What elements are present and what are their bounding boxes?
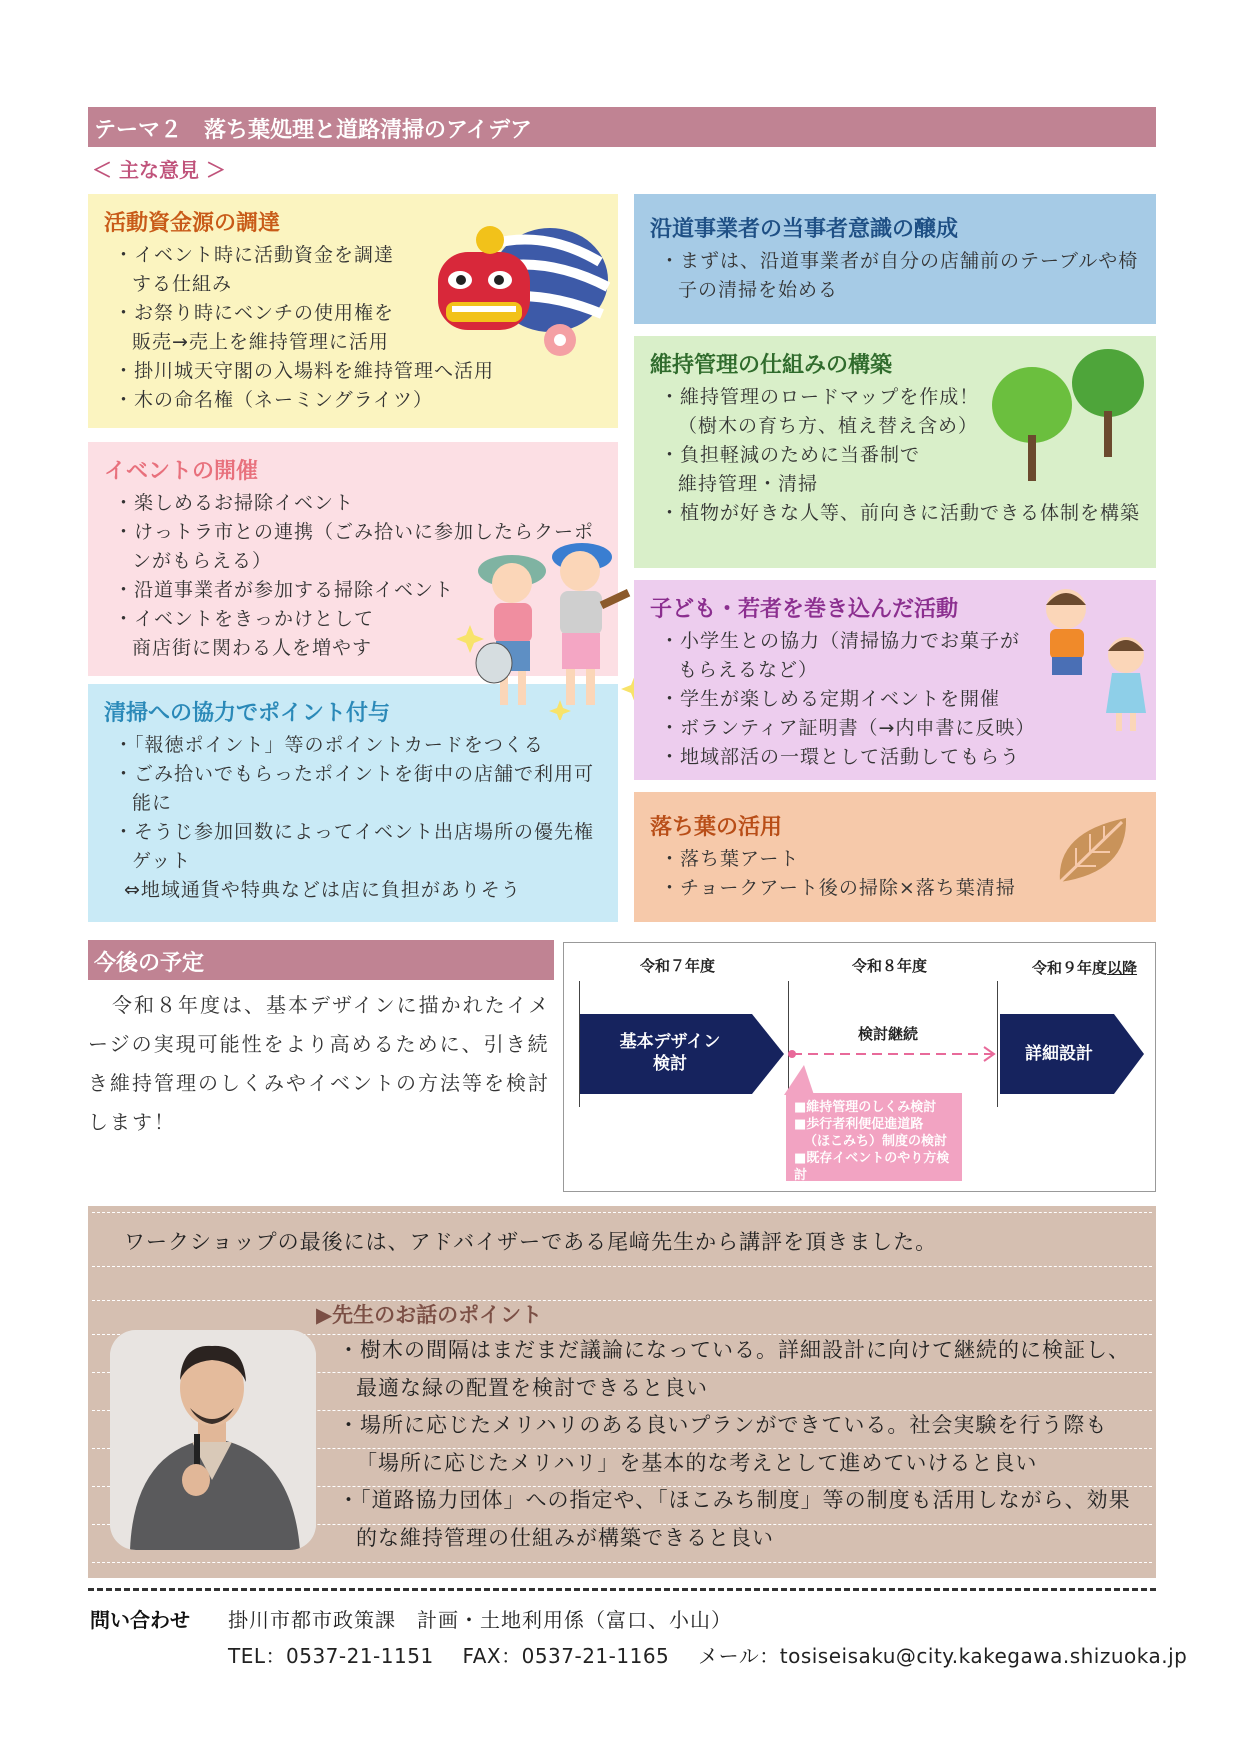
timeline-task: ■歩行者利便促進道路	[794, 1117, 924, 1132]
timeline-step-basic-design	[590, 1031, 750, 1075]
advisor-photo-image	[110, 1330, 316, 1550]
list-item: ・チョークアート後の掃除×落ち葉清掃	[660, 877, 1016, 899]
list-item: ・沿道事業者が参加する掃除イベント	[114, 579, 455, 601]
workshop-intro: ワークショップの最後には、アドバイザーである尾﨑先生から講評を頂きました。	[124, 1230, 938, 1254]
timeline-task: ■既存イベントのやり方検討	[794, 1151, 950, 1183]
divider	[92, 1300, 1152, 1301]
timeline-tasks-callout	[786, 1093, 962, 1181]
list-item: ・ごみ拾いでもらったポイントを街中の店舗で利用可能に	[114, 763, 595, 814]
timeline-year-1: 令和７年度	[640, 957, 716, 975]
points-list	[104, 731, 602, 905]
children-illustration	[1030, 585, 1156, 735]
contact-tel: TEL：0537-21-1151	[228, 1644, 434, 1668]
workshop-section	[88, 1206, 1156, 1578]
timeline-step-detail-design: 詳細設計	[1025, 1044, 1093, 1064]
contact-details	[228, 1640, 1209, 1669]
list-item: ・イベントをきっかけとして 商店街に関わる人を増やす	[114, 608, 395, 659]
list-item: ・学生が楽しめる定期イベントを開催	[660, 688, 1001, 710]
timeline-year-3-suffix: 以降	[1107, 959, 1138, 977]
cleaning-kids-illustration	[450, 535, 650, 720]
list-item: ・ボランティア証明書（→内申書に反映）	[660, 717, 1036, 739]
timeline-year-2: 令和８年度	[852, 957, 928, 975]
schedule-text: 令和８年度は、基本デザインに描かれたイメージの実現可能性をより高めるために、引き続き維持管理のしくみやイベントの方法等を検討します！	[88, 993, 551, 1134]
advisor-points-list	[338, 1332, 1138, 1557]
contact-label: 問い合わせ	[90, 1608, 190, 1632]
list-item: ・「道路協力団体」への指定や、「ほこみち制度」等の制度も活用しながら、効果的な維持管理の仕組みが構築できると良い	[338, 1488, 1131, 1550]
list-item: ・木の命名権（ネーミングライツ）	[114, 389, 434, 411]
contact-email[interactable]: メール：tosiseisaku@city.kakegawa.shizuoka.jp	[698, 1644, 1188, 1668]
divider	[92, 1212, 1152, 1213]
schedule-title-bar: 今後の予定	[88, 940, 554, 980]
list-item: ・けっトラ市との連携（ごみ拾いに参加したらクーポンがもらえる）	[114, 521, 595, 572]
list-item: ・そうじ参加回数によってイベント出店場所の優先権ゲット	[114, 821, 595, 872]
timeline-continue-label: 検討継続	[858, 1025, 919, 1043]
event-title: イベントの開催	[104, 459, 259, 484]
list-item: ・掛川城天守閣の入場料を維持管理へ活用	[114, 360, 495, 382]
youth-title: 子ども・若者を巻き込んだ活動	[650, 597, 959, 622]
schedule-timeline	[563, 942, 1156, 1192]
divider	[92, 1266, 1152, 1267]
maintenance-title: 維持管理の仕組みの構築	[650, 353, 893, 378]
list-item: ・楽しめるお掃除イベント	[114, 492, 355, 514]
timeline-task: （ほこみち）制度の検討	[804, 1134, 948, 1149]
list-item: ・落ち葉アート	[660, 848, 800, 870]
main-opinions-subheading: ＜ 主な意見 ＞	[92, 158, 226, 182]
awareness-title: 沿道事業者の当事者意識の醸成	[650, 217, 959, 242]
divider	[92, 1562, 1152, 1563]
awareness-box	[634, 194, 1156, 324]
contact-separator	[88, 1588, 1156, 1591]
advisor-points-title: ▶先生のお話のポイント	[316, 1303, 543, 1327]
awareness-list	[650, 247, 1140, 305]
list-item: ・樹木の間隔はまだまだ議論になっている。詳細設計に向けて継続的に検証し、最適な緑の配置を検討できると良い	[338, 1338, 1130, 1400]
timeline-step-basic-design-line2: 検討	[653, 1054, 687, 1074]
leaf-icon	[1052, 812, 1132, 888]
list-item: ・植物が好きな人等、前向きに活動できる体制を構築	[660, 502, 1141, 524]
list-item: ⇔地域通貨や特典などは店に負担がありそう	[124, 879, 521, 901]
contact-department: 掛川市都市政策課 計画・土地利用係（富口、小山）	[228, 1608, 732, 1632]
list-item: ・「報徳ポイント」等のポイントカードをつくる	[114, 734, 544, 756]
list-item: ・維持管理のロードマップを作成！（樹木の育ち方、植え替え含め）	[660, 386, 980, 437]
timeline-task: ■維持管理のしくみ検討	[794, 1100, 937, 1115]
list-item: ・イベント時に活動資金を調達 する仕組み	[114, 244, 415, 295]
list-item: ・まずは、沿道事業者が自分の店舗前のテーブルや椅子の清掃を始める	[660, 250, 1139, 301]
leaves-title: 落ち葉の活用	[650, 815, 783, 840]
list-item: ・小学生との協力（清掃協力でお菓子がもらえるなど）	[660, 630, 1021, 681]
advisor-photo	[110, 1330, 316, 1550]
funding-title: 活動資金源の調達	[104, 211, 281, 236]
timeline-year-3-prefix: 令和９年度	[1032, 959, 1108, 977]
trees-illustration	[990, 345, 1150, 485]
timeline-step-basic-design-line1: 基本デザイン	[619, 1032, 721, 1052]
theme-title-bar: テーマ２ 落ち葉処理と道路清掃のアイデア	[88, 107, 1156, 147]
list-item: ・地域部活の一環として活動してもらう	[660, 746, 1021, 768]
list-item: ・お祭り時にベンチの使用権を 販売→売上を維持管理に活用	[114, 302, 415, 353]
points-title: 清掃への協力でポイント付与	[104, 701, 391, 726]
list-item: ・負担軽減のために当番制で 維持管理・清掃	[660, 444, 941, 495]
list-item: ・場所に応じたメリハリのある良いプランができている。社会実験を行う際も「場所に応じたメリハリ」を基本的な考えとして進めていけると良い	[338, 1413, 1108, 1475]
lion-dance-illustration	[430, 222, 610, 362]
contact-fax: FAX：0537-21-1165	[462, 1644, 670, 1668]
timeline-callout-pointer	[774, 1065, 814, 1095]
